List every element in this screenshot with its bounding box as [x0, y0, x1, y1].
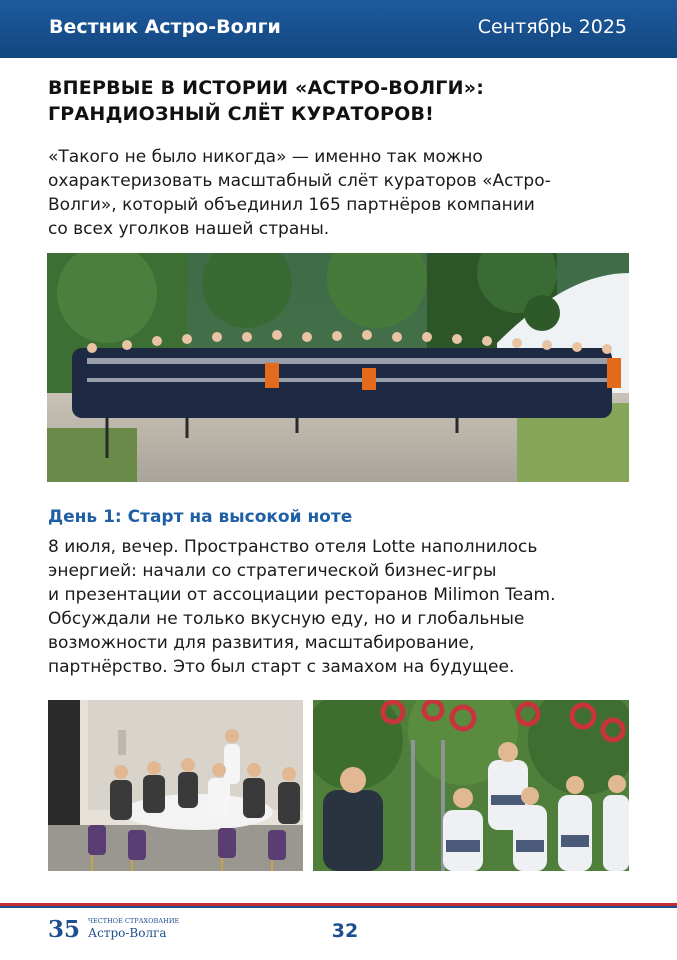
logo-number: 35: [48, 916, 81, 943]
article-title-line: ГРАНДИОЗНЫЙ СЛЁТ КУРАТОРОВ!: [48, 103, 435, 125]
body-line: возможности для развития, масштабирование,: [48, 633, 475, 653]
intro-line: охарактеризовать масштабный слёт кураторов «Астро-: [48, 171, 551, 191]
meeting-room-photo: [48, 700, 303, 871]
logo-tagline: ЧЕСТНОЕ СТРАХОВАНИЕ: [88, 917, 180, 925]
page-number: 32: [331, 920, 359, 942]
publication-title: Вестник Астро-Волги: [49, 16, 281, 38]
intro-line: Волги», который объединил 165 партнёров компании: [48, 195, 535, 215]
body-line: партнёрство. Это был старт с замахом на будущее.: [48, 657, 515, 677]
article-body: [48, 535, 643, 679]
intro-line: со всех уголков нашей страны.: [48, 219, 330, 239]
body-line: Обсуждали не только вкусную еду, но и глобальные: [48, 609, 525, 629]
section-heading: День 1: Старт на высокой ноте: [48, 507, 353, 527]
company-logo: [48, 914, 198, 944]
body-line: и презентации от ассоциации ресторанов Milimon Team.: [48, 585, 556, 605]
team-activity-photo: [313, 700, 629, 871]
article-title: [48, 75, 638, 127]
body-line: 8 июля, вечер. Пространство отеля Lotte наполнилось: [48, 537, 538, 557]
page-header: [0, 0, 677, 58]
logo-name: Астро-Волга: [88, 926, 167, 940]
article-intro: [48, 145, 638, 241]
footer-divider: [0, 906, 677, 908]
intro-line: «Такого не было никогда» — именно так можно: [48, 147, 483, 167]
body-line: энергией: начали со стратегической бизнес-игры: [48, 561, 497, 581]
issue-date: Сентябрь 2025: [477, 16, 627, 38]
article-title-line: ВПЕРВЫЕ В ИСТОРИИ «АСТРО-ВОЛГИ»:: [48, 77, 484, 99]
group-photo: [47, 253, 629, 482]
